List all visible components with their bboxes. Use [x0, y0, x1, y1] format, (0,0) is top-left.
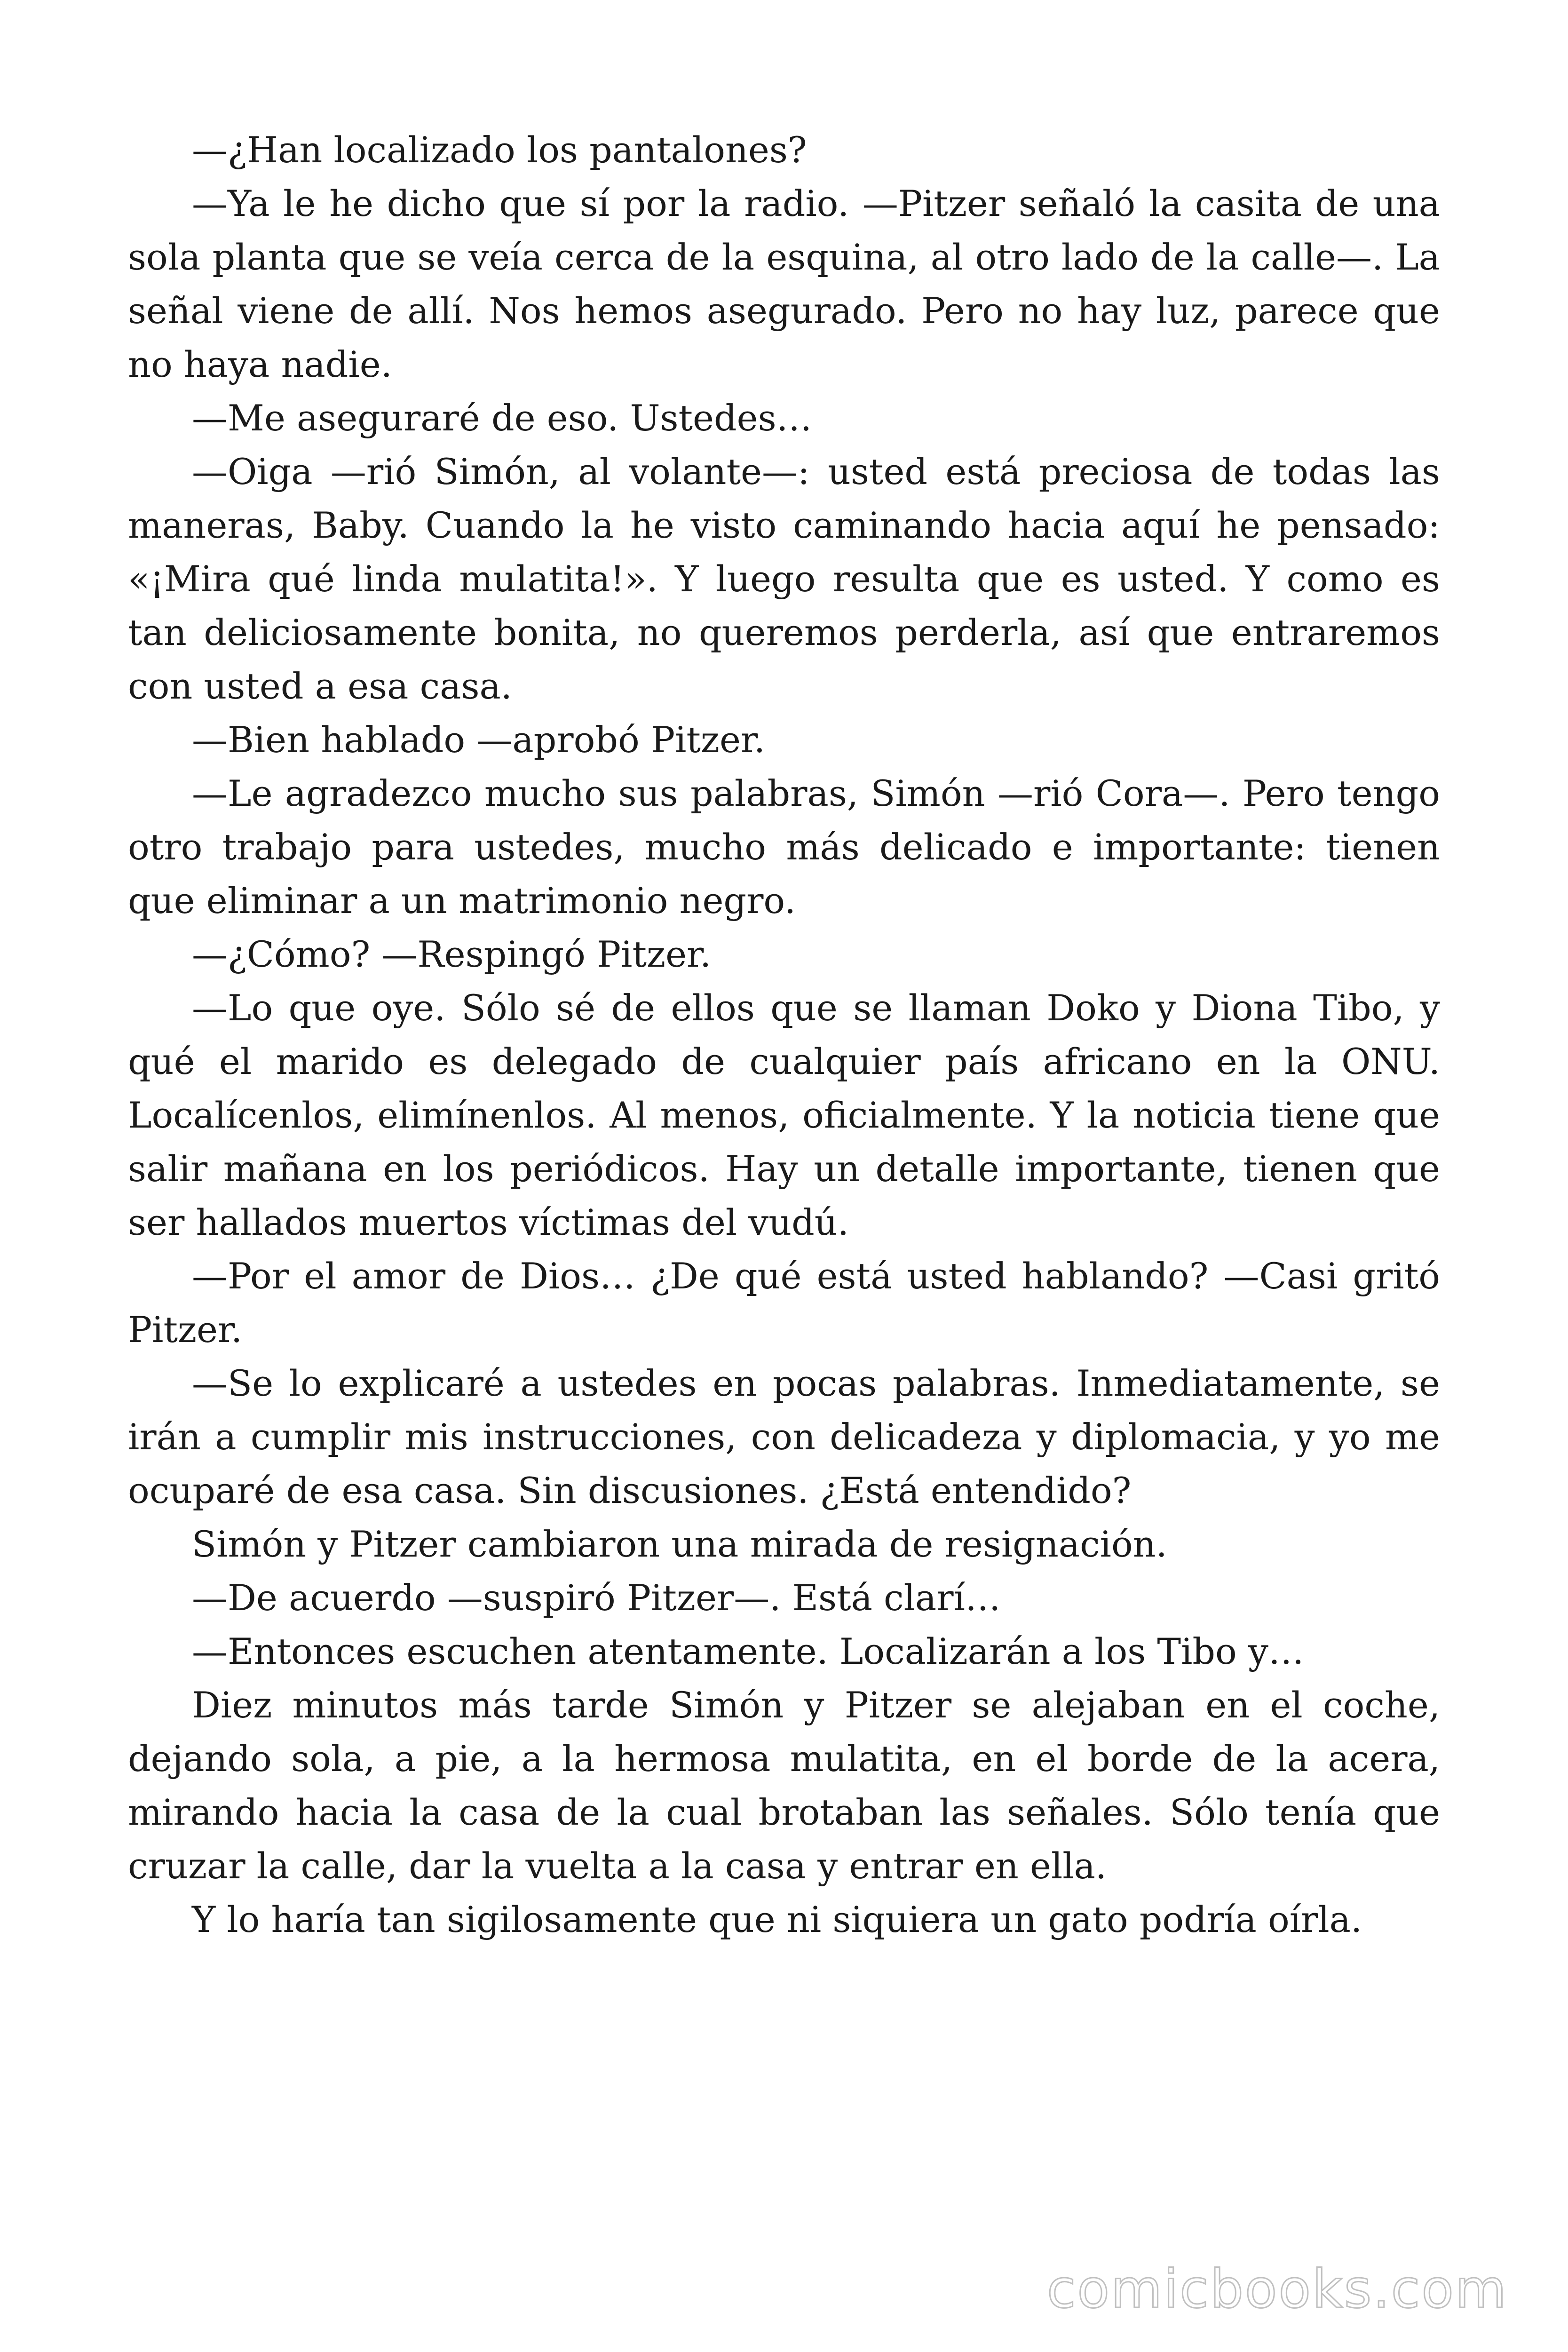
- paragraph: Y lo haría tan sigilosamente que ni siquiera un gato podría oírla.: [192, 1899, 1362, 1940]
- paragraph: —Me aseguraré de eso. Ustedes…: [192, 397, 812, 439]
- paragraph: Diez minutos más tarde Simón y Pitzer se alejaban en el coche, dejando sola, a pie, a la hermosa mulatita, en el borde de la acera, mirando hacia la casa de la cual brotaban las señales. Sólo tenía que cruzar la calle, dar la vuelta a la casa y entrar en ella.: [128, 1684, 1440, 1887]
- paragraph: —Entonces escuchen atentamente. Localizarán a los Tibo y…: [192, 1630, 1304, 1672]
- paragraph: Simón y Pitzer cambiaron una mirada de resignación.: [192, 1523, 1167, 1565]
- paragraph: —Lo que oye. Sólo sé de ellos que se llaman Doko y Diona Tibo, y qué el marido es delegado de cualquier país africano en la ONU. Localícenlos, elimínenlos. Al menos, oficialmente. Y la noticia tiene que salir mañana en los periódicos. Hay un detalle importante, tienen que ser hallados muertos víctimas del vudú.: [128, 987, 1440, 1243]
- paragraph: —Se lo explicaré a ustedes en pocas palabras. Inmediatamente, se irán a cumplir mis instrucciones, con delicadeza y diplomacia, y yo me ocuparé de esa casa. Sin discusiones. ¿Está entendido?: [128, 1362, 1440, 1511]
- paragraph: —Bien hablado —aprobó Pitzer.: [192, 719, 766, 761]
- paragraph: —¿Han localizado los pantalones?: [192, 129, 807, 171]
- paragraph: —Por el amor de Dios… ¿De qué está usted hablando? —Casi gritó Pitzer.: [128, 1255, 1440, 1351]
- paragraph: —Le agradezco mucho sus palabras, Simón —rió Cora—. Pero tengo otro trabajo para ustedes, mucho más delicado e importante: tienen que eliminar a un matrimonio negro.: [128, 772, 1440, 922]
- paragraph: —Ya le he dicho que sí por la radio. —Pitzer señaló la casita de una sola planta que se veía cerca de la esquina, al otro lado de la calle—. La señal viene de allí. Nos hemos asegurado. Pero no hay luz, parece que no haya nadie.: [128, 183, 1440, 385]
- watermark: comicbooks.com: [1046, 2259, 1508, 2320]
- paragraph: —De acuerdo —suspiró Pitzer—. Está clarí…: [192, 1577, 1001, 1619]
- paragraph: —Oiga —rió Simón, al volante—: usted está preciosa de todas las maneras, Baby. Cuando la he visto caminando hacia aquí he pensado: «¡Mira qué linda mulatita!». Y luego resulta que es usted. Y como es tan deliciosamente bonita, no queremos perderla, así que entraremos con usted a esa casa.: [128, 451, 1440, 707]
- paragraph: —¿Cómo? —Respingó Pitzer.: [192, 933, 712, 975]
- page-text: [128, 123, 1440, 1947]
